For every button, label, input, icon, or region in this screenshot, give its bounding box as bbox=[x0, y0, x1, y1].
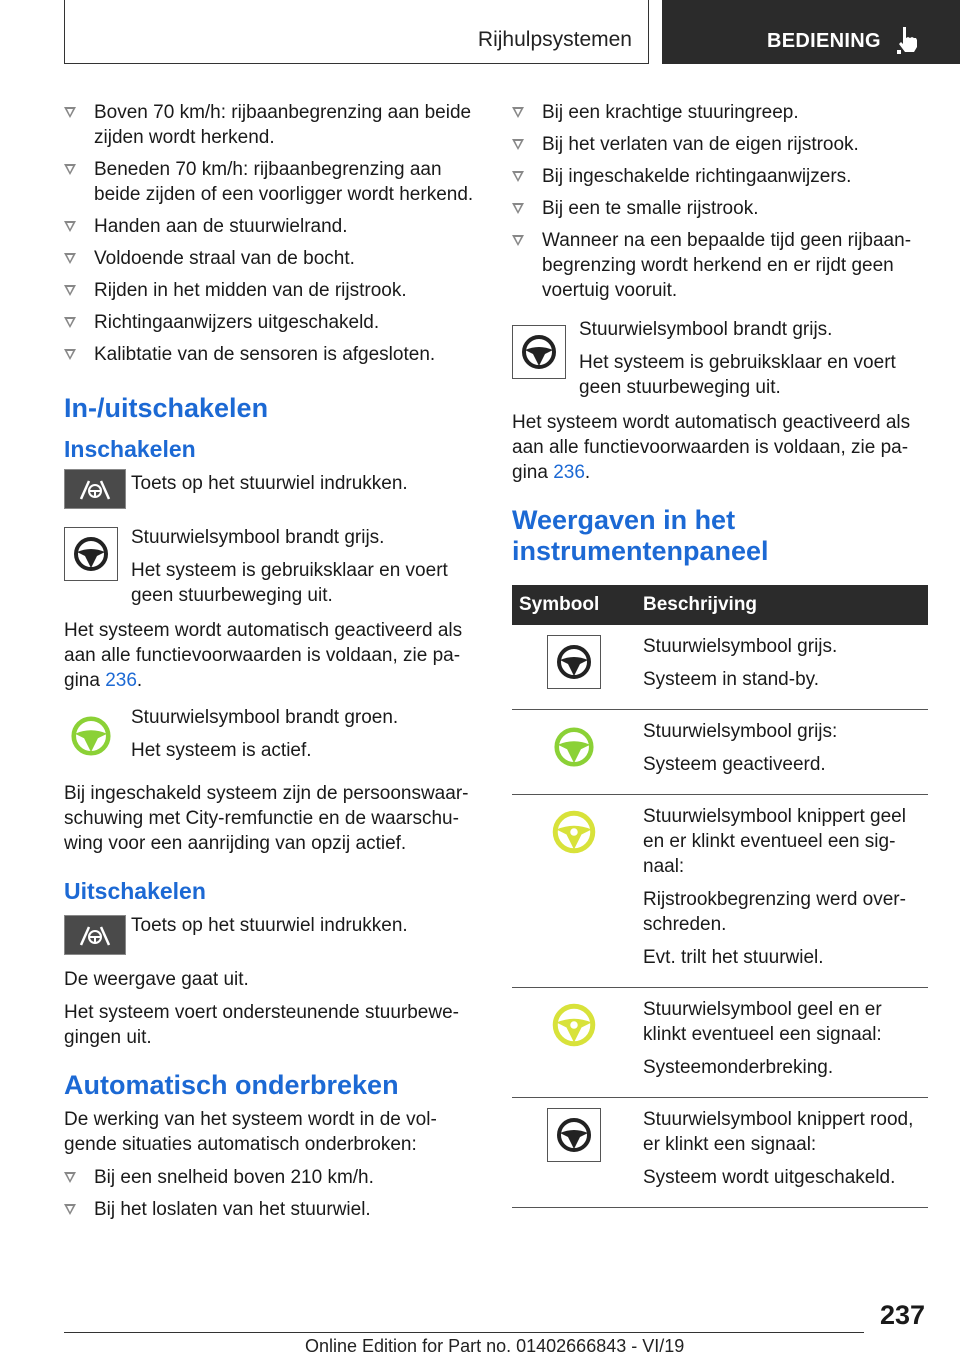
header-section-title: Rijhulpsystemen bbox=[477, 28, 632, 51]
header-chapter-title: BEDIENING bbox=[767, 30, 881, 52]
triangle-bullet-icon bbox=[512, 203, 524, 214]
grey-wheel-info: Stuurwielsymbool brandt grijs. Het systeem is gebruiksklaar en voert geen stuurbeweging uit. bbox=[512, 317, 927, 400]
triangle-bullet-icon bbox=[64, 253, 76, 264]
pointing-hand-icon bbox=[894, 24, 922, 54]
table-header-description: Beschrijving bbox=[636, 585, 928, 625]
triangle-bullet-icon bbox=[512, 171, 524, 182]
steering-wheel-yellow-blinking-icon bbox=[547, 805, 601, 859]
triangle-bullet-icon bbox=[512, 235, 524, 246]
footer-edition: Online Edition for Part no. 01402666843 - VI/19 bbox=[305, 1336, 685, 1356]
green-wheel-info: Stuurwielsymbool brandt groen. Het systeem is actief. bbox=[64, 705, 479, 771]
triangle-bullet-icon bbox=[64, 1204, 76, 1215]
list-item: Wanneer na een bepaalde tijd geen rijbaanbegrenzing wordt herkend en er rijdt geen voertuig vooruit. bbox=[512, 228, 927, 303]
right-column bbox=[512, 100, 927, 1208]
list-item: Beneden 70 km/h: rijbaanbegrenzing aan beide zijden of een voorligger wordt herkend. bbox=[64, 157, 479, 207]
list-item: Kalibtatie van de sensoren is afgesloten. bbox=[64, 342, 479, 367]
triangle-bullet-icon bbox=[64, 317, 76, 328]
table-row: Stuurwielsymbool knippert rood, er klinkt een signaal: Systeem wordt uitgeschakeld. bbox=[512, 1098, 928, 1208]
table-row: Stuurwielsymbool knippert geel en er klinkt eventueel een signaal: Rijstrookbegrenzing werd overschreden. Evt. trilt het stuurwiel. bbox=[512, 795, 928, 988]
button-instruction-on bbox=[64, 471, 479, 515]
list-item: Voldoende straal van de bocht. bbox=[64, 246, 479, 271]
grey-wheel-info: Stuurwielsymbool brandt grijs. Het systeem is gebruiksklaar en voert geen stuurbeweging uit. bbox=[64, 525, 479, 608]
page-number: 237 bbox=[880, 1300, 926, 1330]
lane-assist-button-icon bbox=[64, 915, 126, 955]
triangle-bullet-icon bbox=[512, 139, 524, 150]
heading-weergaven: Weergaven in het instrumentenpaneel bbox=[512, 505, 769, 566]
triangle-bullet-icon bbox=[512, 107, 524, 118]
triangle-bullet-icon bbox=[64, 349, 76, 360]
table-row: Stuurwielsymbool geel en er klinkt eventueel een signaal: Systeemonderbreking. bbox=[512, 988, 928, 1098]
list-item: Bij het loslaten van het stuurwiel. bbox=[64, 1197, 479, 1222]
steering-wheel-green-icon bbox=[64, 709, 118, 763]
city-brake-text: Bij ingeschakeld systeem zijn de persoonswaarschuwing met City-remfunctie en de waarschuwing voor een aanrijding van opzij actief. bbox=[64, 783, 469, 854]
triangle-bullet-icon bbox=[64, 1172, 76, 1183]
interrupt-list bbox=[64, 1165, 479, 1222]
list-item: Boven 70 km/h: rijbaanbegrenzing aan beide zijden wordt herkend. bbox=[64, 100, 479, 150]
list-item: Handen aan de stuurwielrand. bbox=[64, 214, 479, 239]
steering-wheel-grey-icon bbox=[547, 635, 601, 689]
footer-divider bbox=[64, 1332, 864, 1333]
auto-activate-text: Het systeem wordt automatisch geactiveerd als aan alle functievoorwaarden is voldaan, zie pagina 236. bbox=[512, 412, 911, 483]
list-item: Richtingaanwijzers uitgeschakeld. bbox=[64, 310, 479, 335]
list-item: Bij een te smalle rijstrook. bbox=[512, 196, 927, 221]
list-item: Bij een snelheid boven 210 km/h. bbox=[64, 1165, 479, 1190]
header-chapter-box bbox=[662, 0, 960, 64]
list-item: Bij het verlaten van de eigen rijstrook. bbox=[512, 132, 927, 157]
steering-wheel-green-icon bbox=[547, 720, 601, 774]
button-instruction-text: Toets op het stuurwiel indrukken. bbox=[131, 473, 408, 494]
button-instruction-off: Toets op het stuurwiel indrukken. bbox=[64, 913, 479, 957]
list-item: Rijden in het midden van de rijstrook. bbox=[64, 278, 479, 303]
symbol-table bbox=[512, 585, 928, 1208]
steering-wheel-grey-icon bbox=[64, 527, 118, 581]
condition-list bbox=[64, 100, 479, 367]
steering-wheel-grey-icon bbox=[512, 325, 566, 379]
lane-assist-button-icon bbox=[64, 469, 126, 509]
steering-wheel-yellow-icon bbox=[547, 998, 601, 1052]
header-section-box bbox=[64, 0, 649, 64]
auto-activate-text: Het systeem wordt automatisch geactiveerd als aan alle functievoorwaarden is voldaan, zie pagina 236. bbox=[64, 620, 463, 691]
table-header-symbol: Symbool bbox=[512, 585, 636, 625]
interrupt-list-continued bbox=[512, 100, 927, 303]
triangle-bullet-icon bbox=[64, 221, 76, 232]
heading-in-uitschakelen: In-/uitschakelen bbox=[64, 393, 269, 423]
heading-uitschakelen: Uitschakelen bbox=[64, 878, 206, 904]
left-column: Boven 70 km/h: rijbaanbegrenzing aan beide zijden wordt herkend. Beneden 70 km/h: rijbaanbegrenzing aan beide zijden of een voorligger wordt herkend. Handen aan de stuurwielrand. Voldoende straal van de bocht. Rijden in het midden van de rijstrook. Richtingaanwijzers uitgeschakeld. Kalibtatie van de sensoren is afgesloten. In-/uitschakelen Inschakelen Toets op het stuurwiel indrukken. Stuurwielsymbool brandt grijs. Het systeem is gebruiksklaar en voert geen stuurbeweging uit. Het systeem wordt automatisch geactiveerd als aan alle functievoorwaarden is voldaan, zie pagina 236. Stuurwielsymbool brandt groen. Het systeem is actief. Bij ingeschakeld systeem zijn de persoonswaarschuwing met City-remfunctie en de waarschuwing voor een aanrijding van opzij actief. Uitschakelen Toets op het stuurwiel indrukken. De weergave gaat uit. Het systeem voert ondersteunende stuurbewegingen uit. Automatisch onderbreken De werking van het systeem wordt in de volgende situaties automatisch onderbroken: Bij een snelheid boven 210 km/h. Bij het loslaten van het stuurwiel. bbox=[64, 100, 479, 1229]
page-link-236[interactable]: 236 bbox=[105, 670, 137, 691]
heading-automatisch-onderbreken: Automatisch onderbreken bbox=[64, 1070, 399, 1100]
list-item: Bij een krachtige stuuringreep. bbox=[512, 100, 927, 125]
triangle-bullet-icon bbox=[64, 285, 76, 296]
table-row: Stuurwielsymbool grijs: Systeem geactiveerd. bbox=[512, 710, 928, 795]
heading-inschakelen: Inschakelen bbox=[64, 436, 196, 462]
triangle-bullet-icon bbox=[64, 164, 76, 175]
triangle-bullet-icon bbox=[64, 107, 76, 118]
page-link-236[interactable]: 236 bbox=[553, 462, 585, 483]
steering-wheel-red-blinking-icon bbox=[547, 1108, 601, 1162]
table-row: Stuurwielsymbool grijs. Systeem in stand-by. bbox=[512, 625, 928, 710]
list-item: Bij ingeschakelde richtingaanwijzers. bbox=[512, 164, 927, 189]
